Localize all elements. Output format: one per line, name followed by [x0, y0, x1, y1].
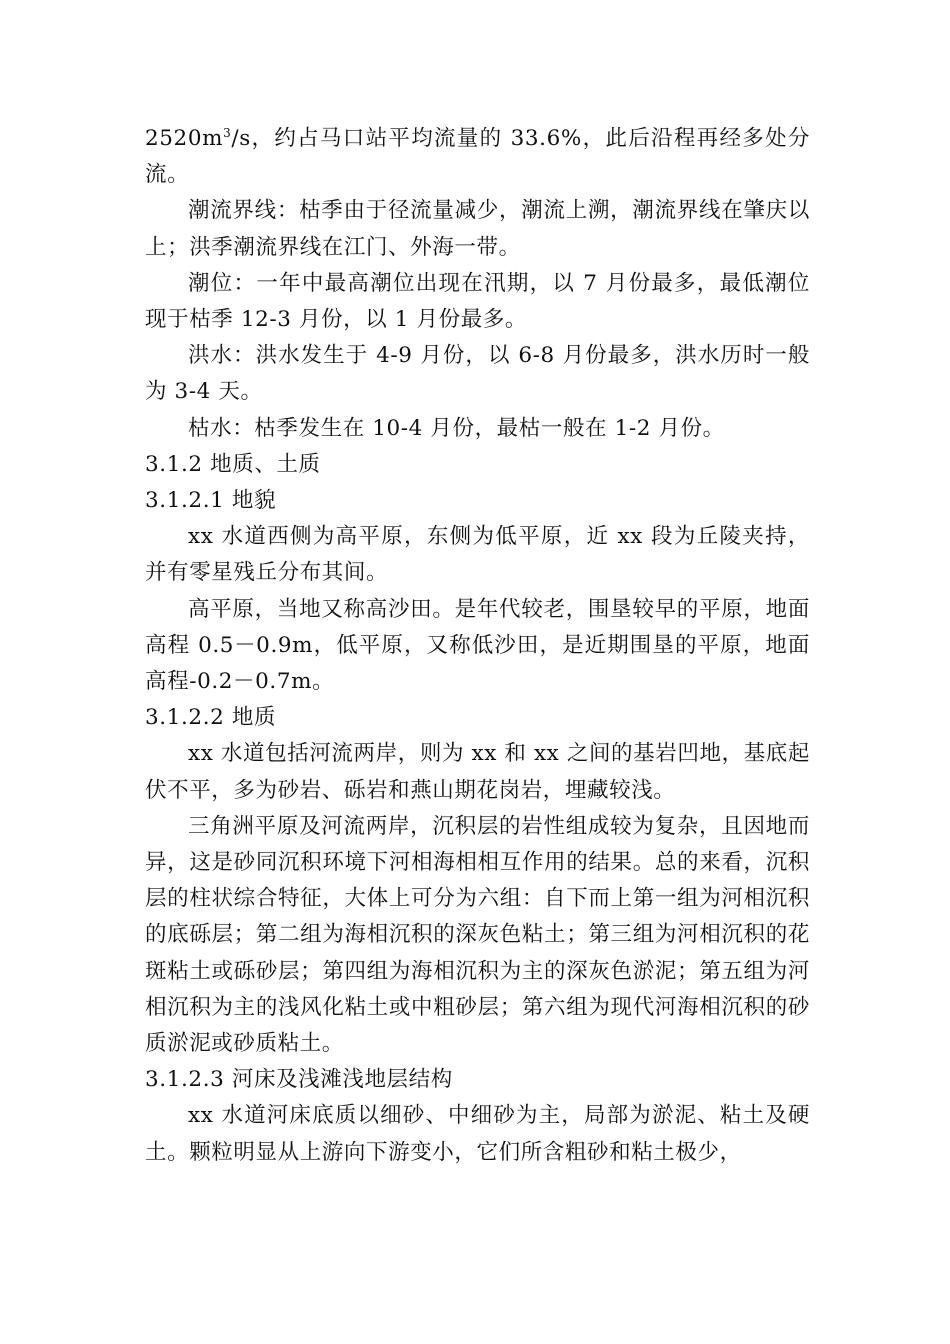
paragraph-flood: 洪水：洪水发生于 4-9 月份，以 6-8 月份最多，洪水历时一般为 3-4 天。 — [145, 343, 810, 405]
paragraph-bedrock: xx 水道包括河流两岸，则为 xx 和 xx 之间的基岩凹地，基底起伏不平，多为砂岩、砾岩和燕山期花岗岩，埋藏较浅。 — [145, 741, 810, 803]
paragraph-tidal-limit: 潮流界线：枯季由于径流量减少，潮流上溯，潮流界线在肇庆以上；洪季潮流界线在江门、外海一带。 — [145, 198, 810, 260]
paragraph-sediment-layers: 三角洲平原及河流两岸，沉积层的岩性组成较为复杂，且因地而异，这是砂同沉积环境下河相海相相互作用的结果。总的来看，沉积层的柱状综合特征，大体上可分为六组：自下而上第一组为河相沉积的底砾层；第二组为海相沉积的深灰色粘土；第三组为河相沉积的花斑粘土或砾砂层；第四组为海相沉积为主的深灰色淤泥；第五组为河相沉积为主的浅风化粘土或中粗砂层；第六组为现代河海相沉积的砂质淤泥或砂质粘土。 — [145, 813, 810, 1057]
paragraph-tide-level: 潮位：一年中最高潮位出现在汛期，以 7 月份最多，最低潮位现于枯季 12-3 月份，以 1 月份最多。 — [145, 270, 810, 333]
section-heading-landform: 3.1.2.1 地貌 — [145, 488, 277, 514]
section-heading-geology-soil: 3.1.2 地质、土质 — [145, 451, 321, 477]
paragraph-riverbed: xx 水道河床底质以细砂、中细砂为主，局部为淤泥、粘土及硬土。颗粒明显从上游向下游变小，它们所含粗砂和粘土极少， — [145, 1103, 810, 1165]
paragraph-landform: xx 水道西侧为高平原，东侧为低平原，近 xx 段为丘陵夹持，并有零星残丘分布其间。 — [145, 524, 810, 586]
paragraph-dry-season: 枯水：枯季发生在 10-4 月份，最枯一般在 1-2 月份。 — [188, 415, 725, 441]
section-heading-riverbed-structure: 3.1.2.3 河床及浅滩浅地层结构 — [145, 1067, 453, 1093]
flow-text: /s，约占马口站平均流量的 33.6%，此后沿程再经多处分流。 — [145, 126, 810, 188]
document-body — [145, 121, 810, 1171]
paragraph-plains: 高平原，当地又称高沙田。是年代较老，围垦较早的平原，地面高程 0.5－0.9m，低平原，又称低沙田，是近期围垦的平原，地面高程-0.2－0.7m。 — [145, 596, 810, 695]
flow-value: 2520m — [145, 126, 224, 151]
paragraph-flow-continuation — [145, 121, 810, 193]
flow-superscript: 3 — [223, 125, 232, 140]
section-heading-geology: 3.1.2.2 地质 — [145, 705, 277, 731]
